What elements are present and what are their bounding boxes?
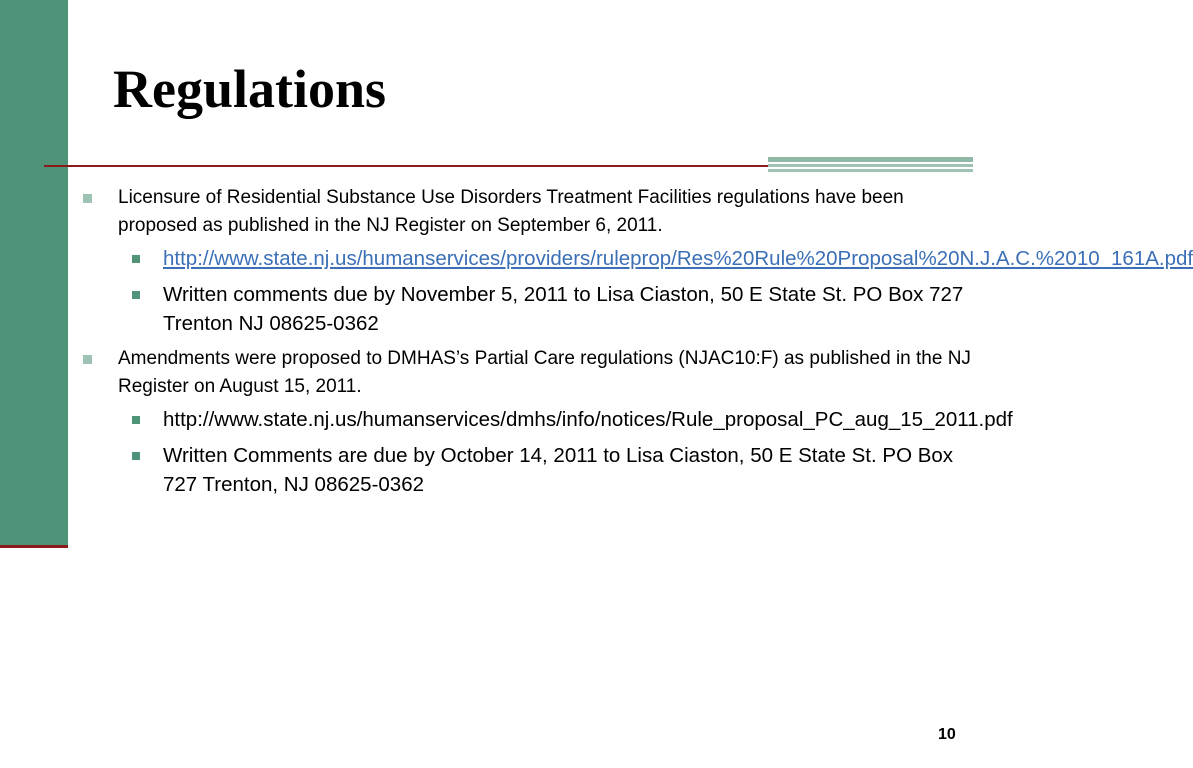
slide-content [80, 184, 1193, 506]
bullet-square-icon [83, 355, 92, 364]
accent-bar [768, 157, 973, 162]
accent-bar [768, 164, 973, 167]
bullet-item [80, 345, 980, 401]
accent-bar [768, 169, 973, 172]
sub-bullet-item [80, 441, 980, 499]
sub-bullet-square-icon [132, 291, 140, 299]
sub-bullet-item [80, 280, 980, 338]
regulation-link[interactable]: http://www.state.nj.us/humanservices/providers/ruleprop/Res%20Rule%20Proposal%20N.J.A.C.%2010_161A.pdf [163, 247, 1193, 270]
bullet-text: Licensure of Residential Substance Use Disorders Treatment Facilities regulations have been proposed as published in the NJ Register on September 6, 2011. [118, 187, 904, 236]
bullet-text: Amendments were proposed to DMHAS’s Partial Care regulations (NJAC10:F) as published in the NJ Register on August 15, 2011. [118, 348, 971, 397]
bullet-item [80, 184, 980, 240]
sub-bullet-square-icon [132, 416, 140, 424]
sub-bullet-square-icon [132, 255, 140, 263]
sub-bullet-text: Written comments due by November 5, 2011 to Lisa Ciaston, 50 E State St. PO Box 727 Trenton NJ 08625-0362 [163, 283, 964, 335]
sub-bullet-item [80, 244, 1193, 273]
sub-bullet-text: http://www.state.nj.us/humanservices/dmhs/info/notices/Rule_proposal_PC_aug_15_2011.pdf [163, 408, 1013, 431]
sidebar-decoration [0, 0, 68, 545]
slide-title: Regulations [113, 59, 387, 119]
bullet-square-icon [83, 194, 92, 203]
sidebar-bottom-line [0, 545, 68, 548]
accent-bars [768, 157, 973, 174]
sub-bullet-text: Written Comments are due by October 14, 2011 to Lisa Ciaston, 50 E State St. PO Box 727 Trenton, NJ 08625-0362 [163, 444, 954, 496]
page-number: 10 [938, 726, 956, 743]
sub-bullet-item [80, 405, 1013, 434]
sub-bullet-square-icon [132, 452, 140, 460]
